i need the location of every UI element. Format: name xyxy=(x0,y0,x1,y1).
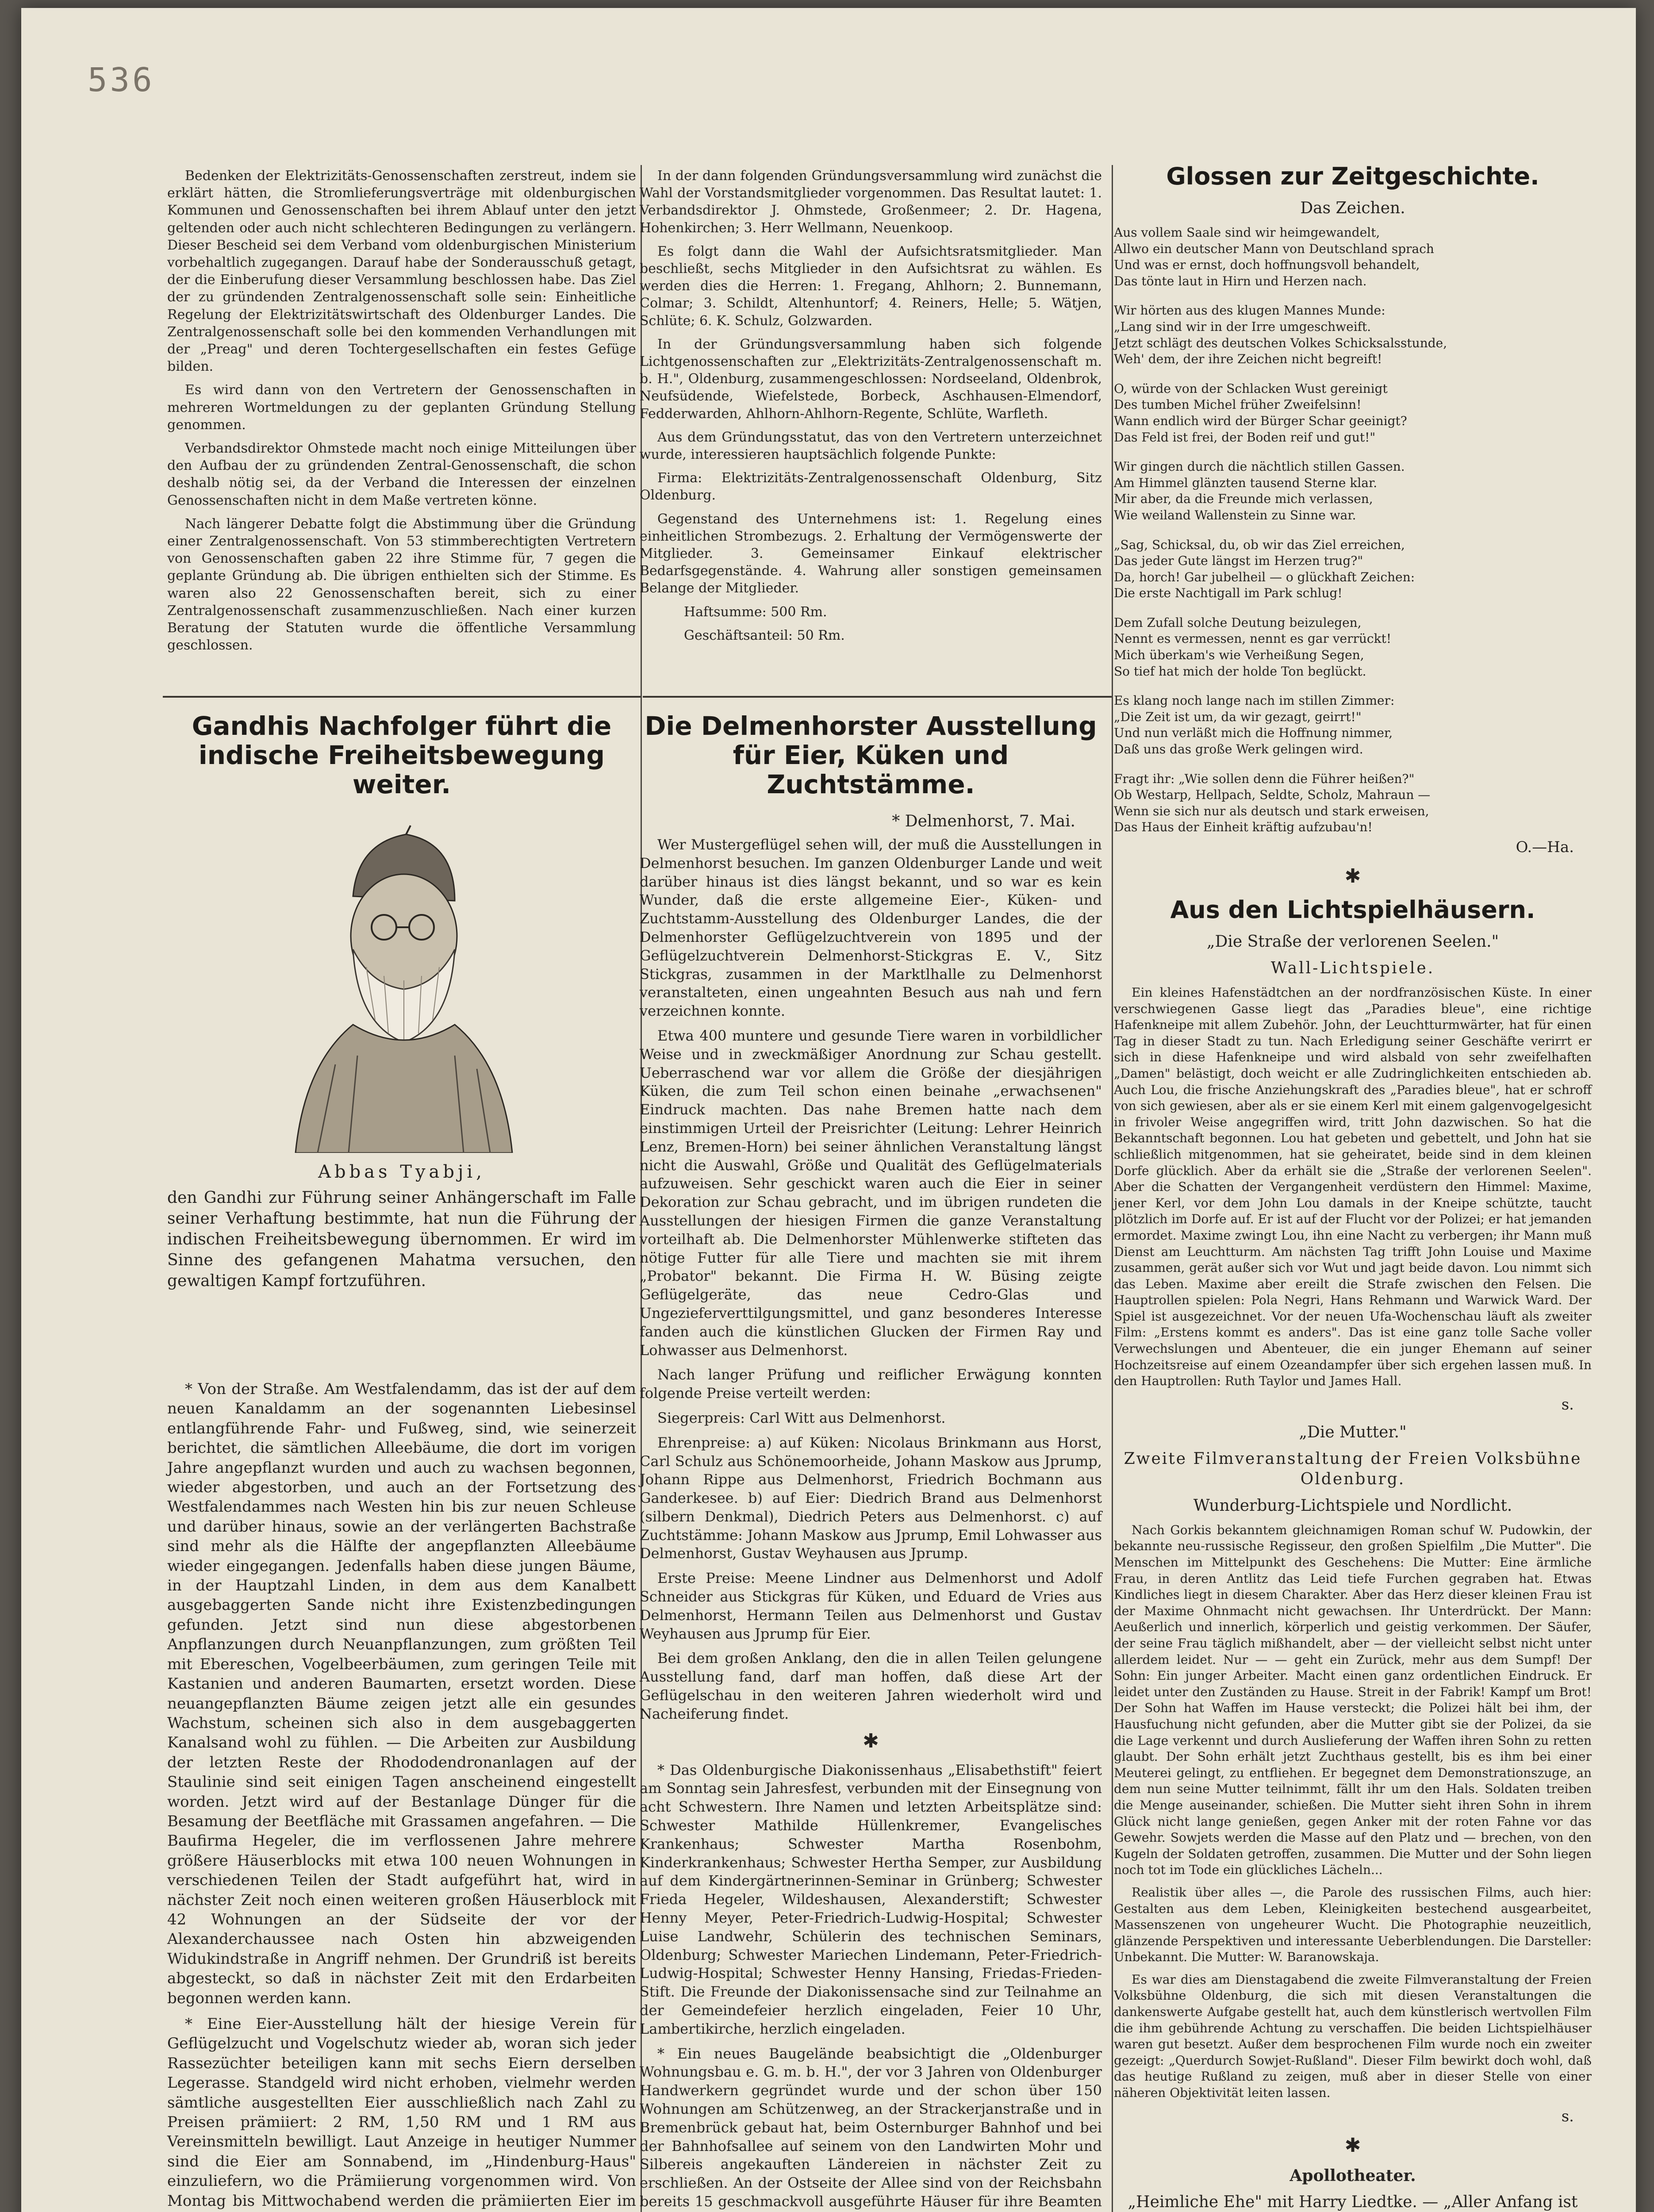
signature: s. xyxy=(1561,1395,1574,1413)
portrait-image xyxy=(278,817,526,1153)
paragraph: Verbandsdirektor Ohmstede macht noch einige Mitteilungen über den Aufbau der zu gründenden Zentral-Genossenschaft, die schon deshalb nötig sei, da der Verband die Interessen der einzelnen Genossenschaften nicht in dem Maße vertreten könne. xyxy=(167,441,636,508)
article-gruendungsversammlung xyxy=(640,167,1102,650)
paragraph: Bedenken der Elektrizitäts-Genossenschaften zerstreut, indem sie erklärt hätten, die Stromlieferungsverträge mit oldenburgischen Kommunen und Genossenschaften bei ihrem Ablauf unter den jetzt geltenden oder auch nicht schlechteren Bedingungen zu verlängern. Dieser Bescheid sei dem Verband vom oldenburgischen Ministerium vorbehaltlich zugegangen. Darauf habe der Sonderausschuß getagt, der die Einberufung dieser Versammlung beschlossen habe. Das Ziel der zu gründenden Zentralgenossenschaft solle sein: Einheitliche Regelung der Elektrizitätswirtschaft des Oldenburger Landes. Die Zentralgenossenschaft solle bei den kommenden Verhandlungen mit der „Preag" und deren Tochtergesellschaften ein festes Gefüge bilden. xyxy=(167,168,636,375)
paragraph: Nach längerer Debatte folgt die Abstimmung über die Gründung einer Zentralgenossenschaft. Von 53 stimmberechtigten Vertretern von Genossenschaften gaben 22 ihre Stimme für, 7 gegen die geplante Gründung ab. Die übrigen enthielten sich der Stimme. Es waren also 22 Genossenschaften bereit, sich zu einer Zentralgenossenschaft zusammenzuschließen. Nach einer kurzen Beratung der Statuten wurde die öffentliche Versammlung geschlossen. xyxy=(167,516,636,653)
headline-lichtspiele: Aus den Lichtspielhäusern. xyxy=(1170,896,1535,924)
article-gandhi xyxy=(167,711,636,1298)
rule-delmenhorst xyxy=(643,696,1112,698)
headline-gandhi: Gandhis Nachfolger führt die indische Freiheitsbewegung weiter. xyxy=(192,711,612,799)
paragraph: Gegenstand des Unternehmens ist: 1. Regelung eines einheitlichen Strombezugs. 2. Erhaltung der Vermögenswerte der Mitglieder. 3. Gemeinsamer Einkauf elektrischer Bedarfsgegenstände. 4. Wahrung aller sonstigen gemeinsamen Belange der Mitglieder. xyxy=(640,511,1102,596)
paragraph: * Von der Straße. Am Westfalendamm, das ist der auf dem neuen Kanaldamm an der sogenannten Liebesinsel entlangführende Fahr- und Fußweg, sind, wie seinerzeit berichtet, die sämtlichen Alleebäume, die dort im vorigen Jahre angepflanzt wurden und auch zu wachsen begonnen, wieder abgestorben, und auch an der Fortsetzung des Westfalendammes nach Westen hin bis zur neuen Schleuse und darüber hinaus, sowie an der verlängerten Bachstraße sind mehr als die Hälfte der angepflanzten Alleebäume wieder eingegangen. Jedenfalls haben diese jungen Bäume, in der Hauptzahl Linden, in dem aus dem Kanalbett ausgebaggerten Sande nicht ihre Existenzbedingungen gefunden. Jetzt sind nun diese abgestorbenen Anpflanzungen durch Neuanpflanzungen, zum größten Teil mit Ebereschen, Vogelbeerbäumen, zum geringen Teile mit Kastanien und anderen Baumarten, ersetzt worden. Diese neuangepflanzten Bäume zeigen jetzt alle ein gesundes Wachstum, scheinen sich also in dem ausgebaggerten Kanalsand wohl zu fühlen. — Die Arbeiten zur Ausbildung der letzten Reste der Rhododendronanlagen auf der Staulinie sind seit einigen Tagen anscheinend eingestellt worden. Jetzt wird auf der Bestanlage Dünger für die Besamung der Beetfläche mit Grassamen angefahren. — Die Baufirma Hegeler, die im verflossenen Jahre mehrere größere Häuserblocks mit etwa 100 neuen Wohnungen in verschiedenen Teilen der Stadt aufgeführt hat, wird in nächster Zeit noch einen weiteren großen Häuserblock mit 42 Wohnungen an der Südseite der vor der Alexanderchaussee nach Osten hin abzweigenden Widukindstraße in Angriff nehmen. Der Grundriß ist bereits abgesteckt, so daß in nächster Zeit mit den Erdarbeiten begonnen werden kann. xyxy=(167,1380,636,2007)
paragraph: * Eine Eier-Ausstellung hält der hiesige Verein für Geflügelzucht und Vogelschutz wieder ab, woran sich jeder Rassezüchter beteiligen kann mit sechs Eiern derselben Legerasse. Standgeld wird nicht erhoben, vielmehr werden sämtliche ausgestellten Eier ausschließlich nach Zahl zu Preisen prämiiert: 2 RM, 1,50 RM und 1 RM aus Vereinsmitteln bewilligt. Laut Anzeige in heutiger Nummer sind die Eier am Sonnabend, im „Hindenburg-Haus" einzuliefern, wo die Prämiierung vorgenommen wird. Von Montag bis Mittwochabend werden die prämiierten Eier im xyxy=(167,2015,636,2210)
paragraph: In der Gründungsversammlung haben sich folgende Lichtgenossenschaften zur „Elektrizitäts-Zentralgenossenschaft m. b. H.", Oldenburg, zusammengeschlossen: Nordseeland, Oldenbrok, Neufsüdende, Wiefelstede, Borbeck, Aschhausen-Elmendorf, Fedderwarden, Ahlhorn-Ahlhorn-Regente, Schlüte, Warfleth. xyxy=(640,336,1102,422)
paragraph: Etwa 400 muntere und gesunde Tiere waren in vorbildlicher Weise und in zweckmäßiger Anordnung zur Schau gestellt. Ueberraschend war vor allem die Größe der diesjährigen Küken, die zum Teil schon einen beinahe „erwachsenen" Eindruck machten. Das nahe Bremen hatte nach dem einstimmigen Urteil der Preisrichter (Leitung: Lehrer Heinrich Lenz, Bremen-Horn) bei seiner ähnlichen Veranstaltung längst nicht die Auswahl, Größe und Qualität des Geflügelmaterials aufzuweisen. Sehr geschickt waren auch die Eier in seiner Dekoration zur Schau gebracht, und im übrigen rundeten die Ausstellungen der hiesigen Firmen die ganze Veranstaltung vorteilhaft ab. Die Delmenhorster Mühlenwerke stifteten das nötige Futter für alle Tiere und machten sie mit ihrem „Probator" bekannt. Die Firma H. W. Büsing zeigte Geflügelgeräte, das neue Cedro-Glas und Ungezieferverttilgungsmittel, und ganz besonderes Interesse fanden auch die künstlichen Glucken der Firmen Ray und Lohwasser aus Delmenhorst. xyxy=(640,1027,1102,1359)
paragraph: Aus dem Gründungsstatut, das von den Vertretern unterzeichnet wurde, interessieren hauptsächlich folgende Punkte: xyxy=(640,429,1102,463)
portrait-caption-text: den Gandhi zur Führung seiner Anhängerschaft im Falle seiner Verhaftung bestimmte, hat nun die Führung der indischen Freiheitsbewegung übernommen. Er wird im Sinne des gefangenen Mahatma versuchen, den gewaltigen Kampf fortzuführen. xyxy=(167,1189,636,1290)
cinema-name: Wunderburg-Lichtspiele und Nordlicht. xyxy=(1193,1496,1512,1515)
article-delmenhorst xyxy=(640,711,1102,2212)
newspaper-page xyxy=(21,8,1636,2212)
poem-stanza: Wir gingen durch die nächtlich stillen Gassen. Am Himmel glänzten tausend Sterne klar. Mir aber, da die Freunde mich verlassen, Wie weiland Wallenstein zu Sinne war. xyxy=(1114,459,1405,522)
separator-star: ✱ xyxy=(863,1729,879,1752)
paragraph: * Ein neues Baugelände beabsichtigt die „Oldenburger Wohnungsbau e. G. m. b. H.", der vor 3 Jahren von Oldenburger Handwerkern gegründet wurde und der schon über 150 Wohnungen am Schützenweg, an der Strackerjanstraße und in Bremenbrück gebaut hat, beim Osternburger Bahnhof und bei der Bahnhofsallee auf seinem von den Landwirten Mohr und Silbereis angekauften Ländereien in nächster Zeit zu erschließen. An der Ostseite der Allee sind von der Reichsbahn bereits 15 geschmackvoll ausgeführte Häuser für ihre Beamten xyxy=(640,2045,1102,2210)
paragraph: Ehrenpreise: a) auf Küken: Nicolaus Brinkmann aus Horst, Carl Schulz aus Schönemoorheide, Johann Maskow aus Jprump, Johann Rippe aus Delmenhorst, Friedrich Bochmann aus Ganderkesee. b) auf Eier: Diedrich Brand aus Delmenhorst (silbern Denkmal), Diedrich Peters aus Delmenhorst. c) auf Zuchtstämme: Johann Maskow aus Jprump, Emil Lohwasser aus Delmenhorst, Gustav Weyhausen aus Jprump. xyxy=(640,1434,1102,1562)
poem-stanza: Dem Zufall solche Deutung beizulegen, Nennt es vermessen, nennt es gar verrückt! Mich überkam's wie Verheißung Segen, So tief hat mich der holde Ton beglückt. xyxy=(1114,615,1392,679)
local-news-column1 xyxy=(167,1379,636,2212)
poem-stanza: Aus vollem Saale sind wir heimgewandelt, Allwo ein deutscher Mann von Deutschland sprach Und was er ernst, doch hoffnungsvoll behandelt, Das tönte laut in Hirn und Herzen nach. xyxy=(1114,225,1434,288)
headline-glossen: Glossen zur Zeitgeschichte. xyxy=(1166,162,1539,190)
paragraph: Nach langer Prüfung und reiflicher Erwägung konnten folgende Preise verteilt werden: xyxy=(640,1366,1102,1402)
article-glossen xyxy=(1114,163,1592,2212)
paragraph: Es war dies am Dienstagabend die zweite Filmveranstaltung der Freien Volksbühne Oldenburg, die sich mit diesen Veranstaltungen die dankenswerte Aufgabe gestellt hat, auch dem künstlerisch wertvollen Film die ihm gebührende Achtung zu verschaffen. Die beiden Lichtspielhäuser waren gut besetzt. Außer dem besprochenen Film wurde noch ein zweiter gezeigt: „Querdurch Sowjet-Rußland". Dieser Film bewirkt doch wohl, daß das heutige Rußland zu zeigen, muß aber in dieser Stelle von einer näheren Objektivität leiten lassen. xyxy=(1114,1972,1592,2101)
paragraph: Es wird dann von den Vertretern der Genossenschaften in mehreren Wortmeldungen zu der geplanten Gründung Stellung genommen. xyxy=(167,382,636,433)
cinema-name: Wall-Lichtspiele. xyxy=(1270,959,1435,977)
paragraph: Siegerpreis: Carl Witt aus Delmenhorst. xyxy=(657,1409,946,1426)
film-title: „Heimliche Ehe" mit Harry Liedtke. — „Aller Anfang ist xyxy=(1128,2193,1578,2211)
poem-stanza: Es klang noch lange nach im stillen Zimmer: „Die Zeit ist um, da wir gezagt, geirrt!" Und nun verläßt mich die Hoffnung nimmer, Daß uns das große Werk gelingen wird. xyxy=(1114,693,1395,757)
paragraph: Geschäftsanteil: 50 Rm. xyxy=(684,627,845,643)
paragraph: Haftsumme: 500 Rm. xyxy=(684,604,827,620)
paragraph: * Das Oldenburgische Diakonissenhaus „Elisabethstift" feiert am Sonntag sein Jahresfest, verbunden mit der Einsegnung von acht Schwestern. Ihre Namen und letzten Arbeitsplätze sind: Schwester Mathilde Hüllenkremer, Evangelisches Krankenhaus; Schwester Martha Rosenbohm, Kinderkrankenhaus; Schwester Hertha Semper, zur Ausbildung auf dem Kindergärtnerinnen-Seminar in Grünberg; Schwester Frieda Hegeler, Wildeshausen, Alexanderstift; Schwester Henny Meyer, Peter-Friedrich-Ludwig-Hospital; Schwester Luise Landwehr, Schülerin des technischen Seminars, Oldenburg; Schwester Mariechen Lindemann, Peter-Friedrich-Ludwig-Hospital; Schwester Henny Hansing, Friedas-Frieden-Stift. Die Freunde der Diakonissensache sind zur Teilnahme an der Gemeindefeier herzlich eingeladen, Feier 10 Uhr, Lambertikirche, herzlich eingeladen. xyxy=(640,1761,1102,2037)
paragraph: Es folgt dann die Wahl der Aufsichtsratsmitglieder. Man beschließt, sechs Mitglieder in den Aufsichtsrat zu wählen. Es werden dies die Herren: 1. Fregang, Ahlhorn; 2. Bunnemann, Colmar; 3. Schildt, Altenhuntorf; 4. Reiners, Helle; 5. Wätjen, Schlüte; 6. K. Schulz, Golzwarden. xyxy=(640,243,1102,329)
dateline: * Delmenhorst, 7. Mai. xyxy=(892,812,1075,830)
poem-stanza: Wir hörten aus des klugen Mannes Munde: „Lang sind wir in der Irre umgeschweift. Jetzt schlägt des deutschen Volkes Schicksalsstunde, Weh' dem, der ihre Zeichen nicht begreift! xyxy=(1114,303,1447,367)
portrait-caption-name: Abbas Tyabji, xyxy=(318,1162,485,1182)
cinema-name: Apollotheater. xyxy=(1289,2166,1416,2185)
paragraph: Firma: Elektrizitäts-Zentralgenossenschaft Oldenburg, Sitz Oldenburg. xyxy=(640,470,1102,503)
paragraph: Ein kleines Hafenstädtchen an der nordfranzösischen Küste. In einer verschwiegenen Gasse liegt das „Paradies bleue", eine richtige Hafenkneipe mit allem Zubehör. John, der Leuchtturmwärter, hat für einen Tag in dieser Stadt zu tun. Nach Erledigung seiner Geschäfte verirrt er sich in diese Hafenkneipe und wird alsbald von sehr zweifelhaften „Damen" belästigt, doch weicht er alle Zudringlichkeiten entschieden ab. Auch Lou, die frische Anziehungskraft des „Paradies bleue", hat er schroff von sich gewiesen, aber als er sie einem Kerl mit einem galgenvogelgesicht in frivoler Weise angegriffen wird, tritt John dazwischen. So hat die Bekanntschaft begonnen. Lou hat gebeten und gebettelt, und John hat sie schließlich mitgenommen, hat sie geheiratet, beide sind in dem kleinen Dorfe glücklich. Aber da erhält sie die „Straße der verlorenen Seelen". Aber die Schatten der Vergangenheit verdüstern den Himmel: Maxime, jener Kerl, vor dem John Lou damals in der Kneipe schützte, taucht plötzlich im Dorfe auf. Er ist auf der Flucht vor der Polizei; er hat jemanden ermordet. Maxime zwingt Lou, ihn eine Nacht zu verbergen; ihr Mann muß Dienst am Leuchtturm. Am nächsten Tag trifft John Louise und Maxime zusammen, gerät außer sich vor Wut und jagt beide davon. Lou nimmt sich das Leben. Maxime aber ereilt die Strafe zwischen den Felsen. Die Hauptrollen spielen: Pola Negri, Hans Rehmann und Warwick Ward. Der Spiel ist ausgezeichnet. Vor der neuen Ufa-Wochenschau läuft als zweiter Film: „Erstens kommt es anders". Das ist eine ganz tolle Sache voller Verwechslungen und Abenteuer, die ein junger Ehemann auf seiner Hochzeitsreise auf einem Ozeandampfer über sich ergehen lassen muß. In den Hauptrollen: Ruth Taylor und James Hall. xyxy=(1114,985,1592,1389)
paragraph: Nach Gorkis bekanntem gleichnamigen Roman schuf W. Pudowkin, der bekannte neu-russische Regisseur, den großen Spielfilm „Die Mutter". Die Menschen im Mittelpunkt des Geschehens: Die Mutter: Eine ärmliche Frau, in deren Antlitz das Leid tiefe Furchen gegraben hat. Etwas Kindliches liegt in diesem Charakter. Aber das Herz dieser kleinen Frau ist der Maxime Ohnmacht nicht gewachsen. Ihr Unterdrückt. Der Mann: Aeußerlich und innerlich, körperlich und geistig verkommen. Der Säufer, der seine Frau täglich mißhandelt, aber — der vielleicht selbst nicht unter allerdem leidet. Nur — — geht ein Zurück, mehr aus dem Sumpf! Der Sohn: Ein junger Arbeiter. Macht einen ganz ordentlichen Eindruck. Er leidet unter den Zuständen zu Hause. Streit in der Fabrik! Kampf um Brot! Der Sohn hat Waffen im Hause versteckt; die Polizei hält bei ihm, der Hausfuchung nicht gefunden, aber die Mutter gibt sie der Polizei, da sie die Lage verkennt und durch Auslieferung der Waffen ihren Sohn zu retten glaubt. Der Sohn erhält jetzt Zuchthaus gestellt, bis es ihm bei einer Meuterei gelingt, zu entfliehen. Er begegnet dem Demonstrationszuge, an dem nun seine Mutter teilnimmt, fällt ihr um den Hals. Soldaten treiben die Menge auseinander, schießen. Die Mutter sieht ihren Sohn in ihrem Glück nicht lange genießen, gegen Anker mit der roten Fahne vor das Gewehr. Sowjets werden die Masse auf den Platz und — brechen, von den Kugeln der Soldaten getroffen, zusammen. Die Mutter und der Sohn liegen noch tot im Tode ein glückliches Lächeln... xyxy=(1114,1522,1592,1878)
separator-star: ✱ xyxy=(1344,2134,1361,2157)
poem-stanza: Fragt ihr: „Wie sollen denn die Führer heißen?" Ob Westarp, Hellpach, Seldte, Scholz, Mahraun — Wenn sie sich nur als deutsch und stark erweisen, Das Haus der Einheit kräftig aufzubau'n! xyxy=(1114,771,1431,835)
paragraph: In der dann folgenden Gründungsversammlung wird zunächst die Wahl der Vorstandsmitglieder vorgenommen. Das Resultat lautet: 1. Verbandsdirektor J. Ohmstede, Großenmeer; 2. Dr. Hagena, Hohenkirchen; 3. Herr Wellmann, Neuenkoop. xyxy=(640,168,1102,236)
paragraph: Erste Preise: Meene Lindner aus Delmenhorst und Adolf Schneider aus Stickgras für Küken, und Eduard de Vries aus Delmenhorst, Hermann Teilen aus Delmenhorst und Gustav Weyhausen aus Jprump für Eier. xyxy=(640,1570,1102,1642)
signature: O.—Ha. xyxy=(1516,838,1574,856)
subtitle-glossen: Das Zeichen. xyxy=(1300,199,1405,217)
rule-gandhi xyxy=(163,696,641,698)
column-rule-right xyxy=(1112,165,1113,2212)
paragraph: Wer Mustergeflügel sehen will, der muß die Ausstellungen in Delmenhorst besuchen. Im ganzen Oldenburger Lande und weit darüber hinaus ist dies längst bekannt, und so war es kein Wunder, daß die erste allgemeine Eier-, Küken- und Zuchtstamm-Ausstellung des Oldenburger Landes, die der Delmenhorster Geflügelzuchtverein von 1895 und der Geflügelzuchtverein Delmenhorst-Stickgras E. V., Sitz Stickgras, zusammen in der Marktlhalle zu Delmenhorst veranstalteten, einen ungeahnten Besuch aus nah und fern verzeichnen konnte. xyxy=(640,836,1102,1020)
headline-delmenhorst: Die Delmenhorster Ausstellung für Eier, Küken und Zuchtstämme. xyxy=(645,711,1097,799)
event-title: Zweite Filmveranstaltung der Freien Volksbühne Oldenburg. xyxy=(1124,1449,1582,1488)
film-title: „Die Mutter." xyxy=(1299,1423,1407,1441)
article-elektrizitaet-continued xyxy=(167,167,636,660)
separator-star: ✱ xyxy=(1344,865,1361,887)
signature: s. xyxy=(1561,2107,1574,2125)
film-title: „Die Straße der verlorenen Seelen." xyxy=(1206,933,1499,951)
paragraph: Bei dem großen Anklang, den die in allen Teilen gelungene Ausstellung fand, darf man hoffen, daß diese Art der Geflügelschau in den weiteren Jahren wiederholt wird und Nacheiferung findet. xyxy=(640,1650,1102,1722)
paragraph: Realistik über alles —, die Parole des russischen Films, auch hier: Gestalten aus dem Leben, Kleinigkeiten bestechend ausgearbeitet, Massenszenen von ungeheurer Wucht. Die Photographie neuzeitlich, glänzende Perspektiven und interessante Ueberblendungen. Die Darsteller: Unbekannt. Die Mutter: W. Baranowskaja. xyxy=(1114,1885,1592,1965)
poem-stanza: „Sag, Schicksal, du, ob wir das Ziel erreichen, Das jeder Gute längst im Herzen trug?" Da, horch! Gar jubelheil — o glückhaft Zeichen: Die erste Nachtigall im Park schlug! xyxy=(1114,537,1415,601)
page-number: 536 xyxy=(88,61,155,99)
poem-stanza: O, würde von der Schlacken Wust gereinigt Des tumben Michel früher Zweifelsinn! Wann endlich wird der Bürger Schar geeinigt? Das Feld ist frei, der Boden reif und gut!" xyxy=(1114,381,1407,445)
